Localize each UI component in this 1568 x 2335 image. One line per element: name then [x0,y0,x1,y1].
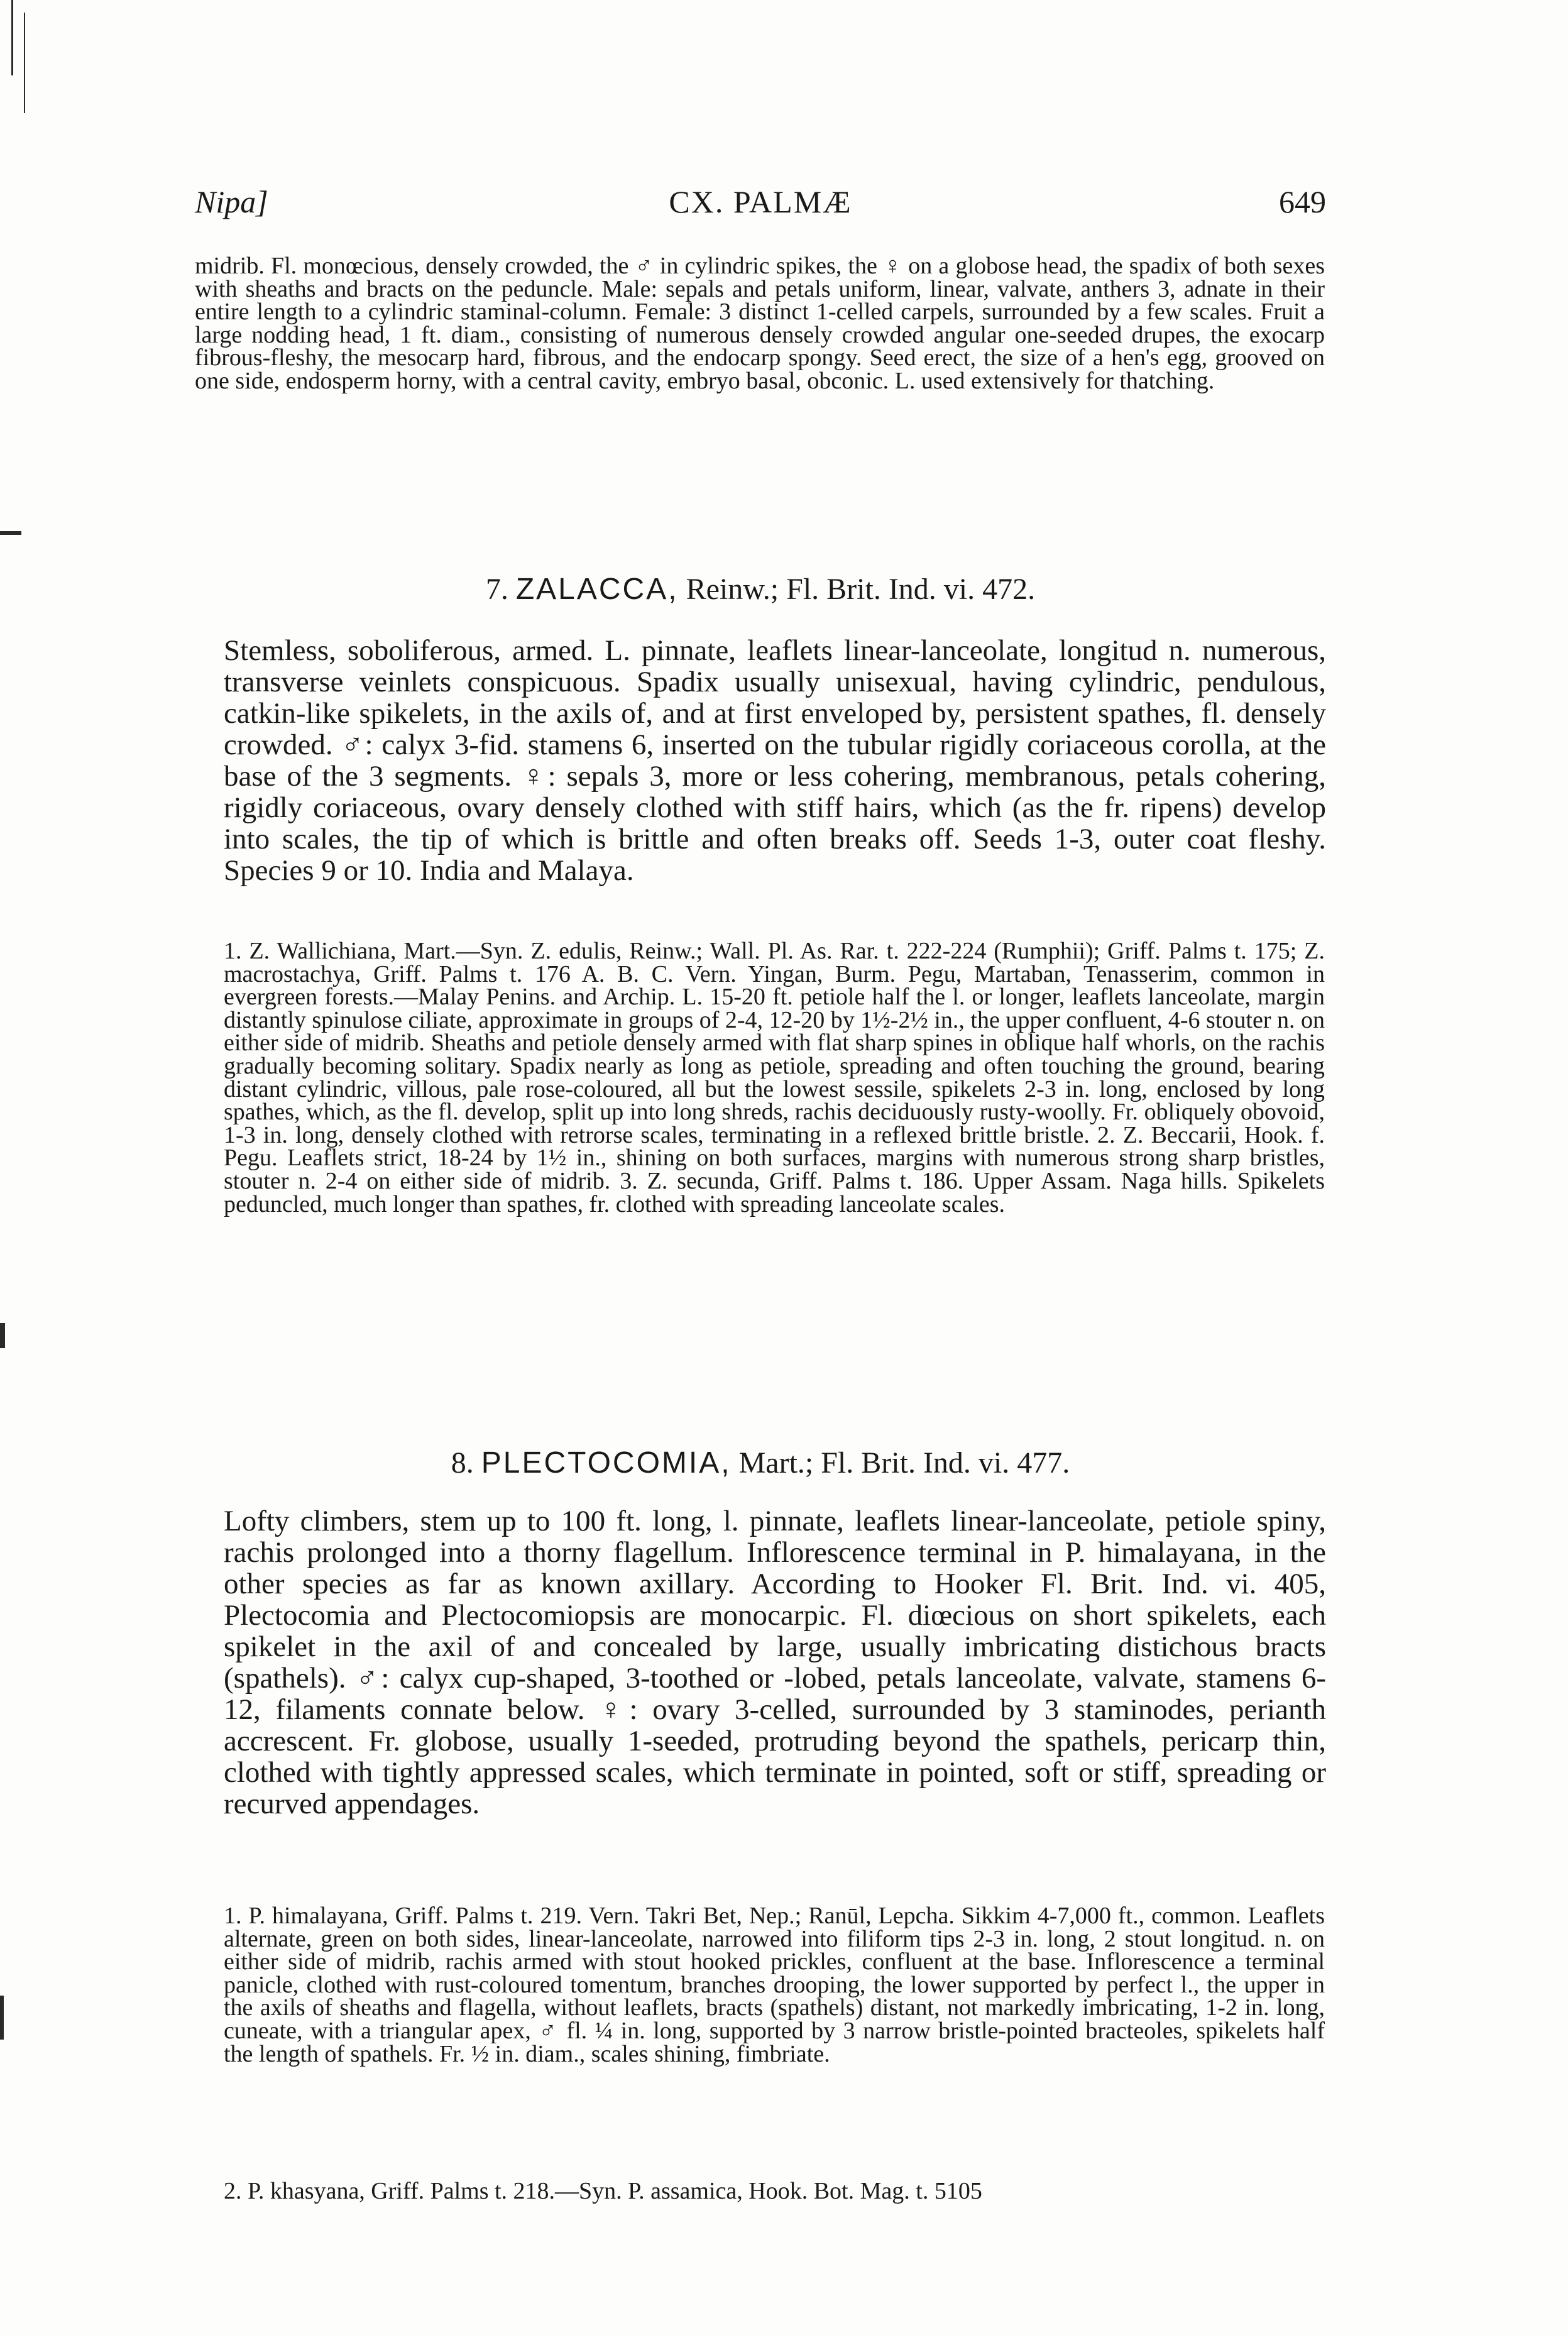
scan-edge-mark [0,1996,4,2040]
plectocomia-species-1 [195,1904,1325,2065]
scan-edge-mark [11,0,13,75]
plectocomia-description [195,1505,1326,1820]
scan-edge-mark [0,531,21,535]
zalacca-description [195,635,1326,886]
plectocomia-species-2 [195,2180,1325,2203]
page-number: 649 [1279,184,1326,219]
section-heading-plectocomia [195,1446,1326,1480]
running-header [195,184,1326,228]
genus-description: Stemless, soboliferous, armed. L. pinnate, leaflets linear-lanceolate, longitud n. numerous, transverse veinlets conspicuous. Spadix usually unisexual, having cylindric, pendulous, catkin-like spikelets, in the axils of, and at first enveloped by, persistent spathes, fl. densely crowded. ♂: calyx 3-fid. stamens 6, inserted on the tubular rigidly coriaceous corolla, at the base of the 3 segments. ♀: sepals 3, more or less cohering, membranous, petals cohering, rigidly coriaceous, ovary densely clothed with stiff hairs, which (as the fr. ripens) develop into scales, the tip of which is brittle and often breaks off. Seeds 1-3, outer coat fleshy. Species 9 or 10. India and Malaya. [224,634,1326,887]
genus-description: Lofty climbers, stem up to 100 ft. long, l. pinnate, leaflets linear-lanceolate, petiole spiny, rachis prolonged into a thorny flagellum. Inflorescence terminal in P. himalayana, in the other species as far as known axillary. According to Hooker Fl. Brit. Ind. vi. 405, Plectocomia and Plectocomiopsis are monocarpic. Fl. diœcious on short spikelets, each spikelet in the axil of and concealed by large, usually imbricating distichous bracts (spathels). ♂: calyx cup-shaped, 3-toothed or -lobed, petals lanceolate, valvate, stamens 6-12, filaments connate below. ♀: ovary 3-celled, surrounded by 3 staminodes, perianth accrescent. Fr. globose, usually 1-seeded, protruding beyond the spathels, pericarp thin, clothed with tightly appressed scales, which terminate in pointed, soft or stiff, spreading or recurved appendages. [224,1505,1326,1820]
genus-name: PLECTOCOMIA, [481,1446,732,1480]
zalacca-species [195,940,1325,1216]
header-left: Nipa] [195,184,268,219]
species-text: 2. P. khasyana, Griff. Palms t. 218.—Syn. P. assamica, Hook. Bot. Mag. t. 5105 [224,2178,982,2204]
genus-citation: Reinw.; Fl. Brit. Ind. vi. 472. [686,573,1036,606]
scan-edge-mark [0,1323,5,1348]
section-heading-zalacca [195,572,1326,607]
intro-text: midrib. Fl. monœcious, densely crowded, the ♂ in cylindric spikes, the ♀ on a globose head, the spadix of both sexes with sheaths and bracts on the peduncle. Male: sepals and petals uniform, linear, valvate, anthers 3, adnate in their entire length to a cylindric staminal-column. Female: 3 distinct 1-celled carpels, surrounded by a few scales. Fruit a large nodding head, 1 ft. diam., consisting of numerous densely crowded angular one-seeded drupes, the exocarp fibrous-fleshy, the mesocarp hard, fibrous, and the endocarp spongy. Seed erect, the size of a hen's egg, grooved on one side, endosperm horny, with a central cavity, embryo basal, obconic. L. used extensively for thatching. [195,253,1325,394]
genus-name: ZALACCA, [515,573,679,606]
section-number: 8. [451,1446,474,1480]
species-text: 1. Z. Wallichiana, Mart.—Syn. Z. edulis, Reinw.; Wall. Pl. As. Rar. t. 222-224 (Rumphii); Griff. Palms t. 175; Z. macrostachya, Griff. Palms t. 176 A. B. C. Vern. Yingan, Burm. Pegu, Martaban, Tenasserim, common in evergreen forests.—Malay Penins. and Archip. L. 15-20 ft. petiole half the l. or longer, leaflets lanceolate, margin distantly spinulose ciliate, approximate in groups of 2-4, 12-20 by 1½-2½ in., the upper confluent, 4-6 stouter n. on either side of midrib. Sheaths and petiole densely armed with flat sharp spines in oblique half whorls, on the rachis gradually becoming solitary. Spadix nearly as long as petiole, spreading and often touching the ground, bearing distant cylindric, villous, pale rose-coloured, all but the lowest sessile, spikelets 2-3 in. long, enclosed by long spathes, which, as the fl. develop, split up into long shreds, rachis deciduously rusty-woolly. Fr. obliquely obovoid, 1-3 in. long, densely clothed with retrorse scales, terminating in a reflexed brittle bristle. 2. Z. Beccarii, Hook. f. Pegu. Leaflets strict, 18-24 by 1½ in., shining on both surfaces, margins with numerous strong sharp bristles, stouter n. 2-4 on either side of midrib. 3. Z. secunda, Griff. Palms t. 186. Upper Assam. Naga hills. Spikelets peduncled, much longer than spathes, fr. clothed with spreading lanceolate scales. [224,938,1325,1217]
header-title: CX. PALMÆ [669,184,852,219]
genus-citation: Mart.; Fl. Brit. Ind. vi. 477. [738,1446,1070,1480]
species-text: 1. P. himalayana, Griff. Palms t. 219. Vern. Takri Bet, Nep.; Ranūl, Lepcha. Sikkim 4-7,000 ft., common. Leaflets alternate, green on both sides, linear-lanceolate, narrowed into filiform tips 2-3 in. long, 2 stout longitud. n. on either side of midrib, rachis armed with stout hooked prickles, confluent at the base. Inflorescence a terminal panicle, clothed with rust-coloured tomentum, branches drooping, the lower supported by perfect l., the upper in the axils of sheaths and flagella, without leaflets, bracts (spathels) distant, not markedly imbricating, 1-2 in. long, cuneate, with a triangular apex, ♂ fl. ¼ in. long, supported by 3 narrow bristle-pointed bracteoles, spikelets half the length of spathels. Fr. ½ in. diam., scales shining, fimbriate. [224,1903,1325,2067]
section-number: 7. [485,573,508,606]
scan-edge-mark [24,13,25,113]
intro-paragraph [195,255,1325,393]
